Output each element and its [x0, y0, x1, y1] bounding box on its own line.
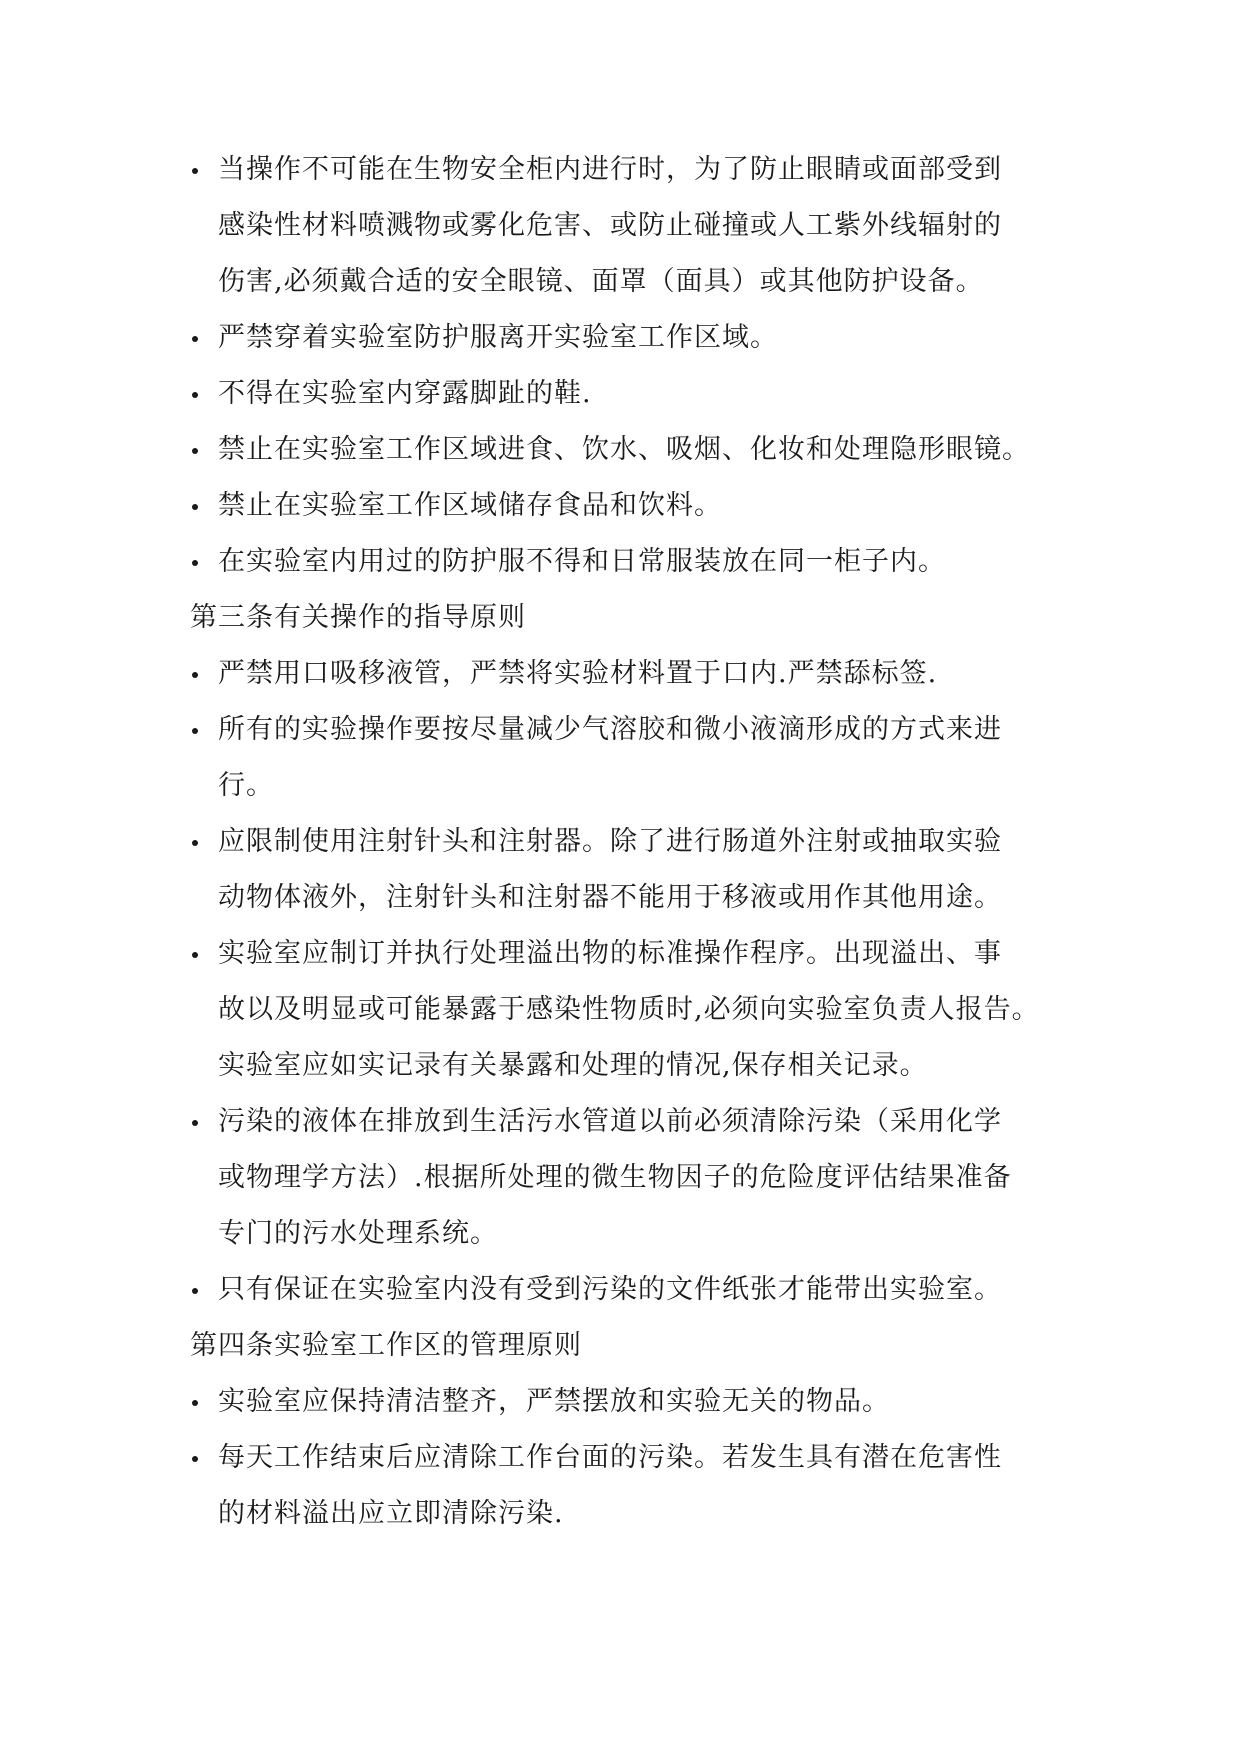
bullet-icon [190, 142, 218, 198]
list-item-no-lab-coat-outside [190, 310, 1090, 366]
list-item-no-open-toe-shoes [190, 366, 1090, 422]
text-line: 动物体液外，注射针头和注射器不能用于移液或用作其他用途。 [218, 882, 1002, 913]
bullet-icon [190, 366, 218, 422]
text-line: 故以及明显或可能暴露于感染性物质时,必须向实验室负责人报告。 [218, 994, 1040, 1025]
bullet-icon [190, 1094, 218, 1150]
bullet-icon [190, 1262, 218, 1318]
list-item-no-food-storage [190, 478, 1090, 534]
list-item-no-eating-drinking [190, 422, 1090, 478]
text-line: 实验室应制订并执行处理溢出物的标准操作程序。出现溢出、事 [218, 938, 1002, 969]
bullet-icon [190, 646, 218, 702]
list-item-minimize-aerosols [190, 702, 1090, 814]
list-item-liquid-decontamination [190, 1094, 1090, 1262]
bullet-icon [190, 1374, 218, 1430]
bullet-icon [190, 534, 218, 590]
text-line: 应限制使用注射针头和注射器。除了进行肠道外注射或抽取实验 [218, 826, 1002, 857]
text-line: 禁止在实验室工作区域储存食品和饮料。 [218, 490, 722, 521]
text-line: 当操作不可能在生物安全柜内进行时，为了防止眼睛或面部受到 [218, 154, 1002, 185]
list-item-daily-decontamination [190, 1430, 1090, 1542]
list-item-separate-clothing [190, 534, 1090, 590]
bullet-icon [190, 926, 218, 982]
list-item-spill-procedure [190, 926, 1090, 1094]
text-line: 实验室应保持清洁整齐，严禁摆放和实验无关的物品。 [218, 1386, 890, 1417]
text-line: 污染的液体在排放到生活污水管道以前必须清除污染（采用化学 [218, 1106, 1002, 1137]
text-line: 专门的污水处理系统。 [218, 1218, 498, 1249]
text-line: 严禁用口吸移液管，严禁将实验材料置于口内.严禁舔标签. [218, 658, 938, 689]
section-heading-article-4: 第四条实验室工作区的管理原则 [190, 1330, 582, 1361]
text-line: 伤害,必须戴合适的安全眼镜、面罩（面具）或其他防护设备。 [218, 266, 984, 297]
list-item-uncontaminated-paper [190, 1262, 1090, 1318]
bullet-icon [190, 478, 218, 534]
list-item-keep-clean [190, 1374, 1090, 1430]
text-line: 禁止在实验室工作区域进食、饮水、吸烟、化妆和处理隐形眼镜。 [218, 434, 1030, 465]
bullet-icon [190, 814, 218, 870]
list-item-no-mouth-pipetting [190, 646, 1090, 702]
bullet-icon [190, 310, 218, 366]
text-line: 感染性材料喷溅物或雾化危害、或防止碰撞或人工紫外线辐射的 [218, 210, 1002, 241]
document-body [190, 142, 1090, 1542]
list-item-eye-protection [190, 142, 1090, 310]
text-line: 实验室应如实记录有关暴露和处理的情况,保存相关记录。 [218, 1050, 928, 1081]
text-line: 行。 [218, 770, 274, 801]
text-line: 只有保证在实验室内没有受到污染的文件纸张才能带出实验室。 [218, 1274, 1002, 1305]
text-line: 在实验室内用过的防护服不得和日常服装放在同一柜子内。 [218, 546, 946, 577]
section-heading-article-3: 第三条有关操作的指导原则 [190, 602, 526, 633]
text-line: 严禁穿着实验室防护服离开实验室工作区域。 [218, 322, 778, 353]
text-line: 不得在实验室内穿露脚趾的鞋. [218, 378, 592, 409]
text-line: 每天工作结束后应清除工作台面的污染。若发生具有潜在危害性 [218, 1442, 1002, 1473]
bullet-icon [190, 422, 218, 478]
text-line: 或物理学方法）.根据所处理的微生物因子的危险度评估结果准备 [218, 1162, 1012, 1193]
list-item-limit-needles [190, 814, 1090, 926]
bullet-icon [190, 702, 218, 758]
text-line: 所有的实验操作要按尽量减少气溶胶和微小液滴形成的方式来进 [218, 714, 1002, 745]
bullet-icon [190, 1430, 218, 1486]
text-line: 的材料溢出应立即清除污染. [218, 1498, 564, 1529]
